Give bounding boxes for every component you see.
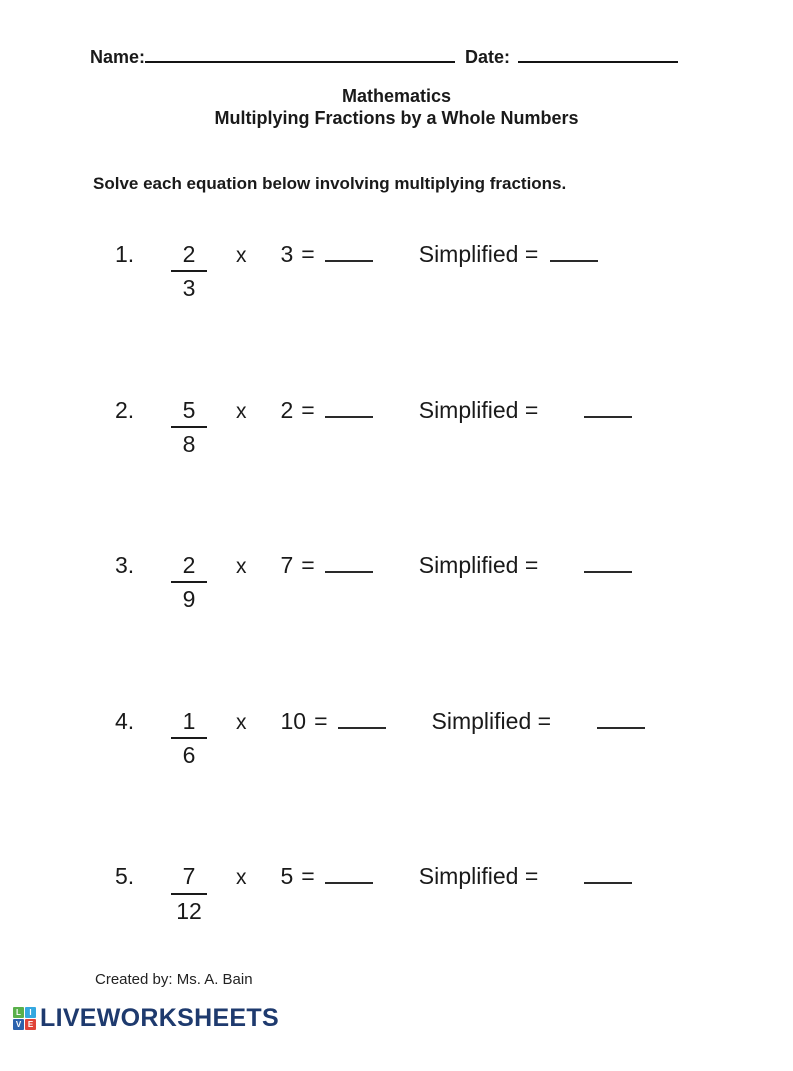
simplified-label: Simplified =	[418, 240, 539, 267]
fraction-denominator: 9	[182, 586, 196, 613]
fraction	[170, 553, 208, 613]
problem-row	[115, 709, 793, 769]
problem-number: 3.	[115, 552, 135, 579]
fraction-numerator: 1	[171, 709, 207, 739]
name-label: Name:	[90, 47, 146, 67]
equals-sign: =	[314, 707, 328, 734]
problem-number: 5.	[115, 863, 135, 890]
fraction-denominator: 6	[182, 741, 196, 768]
logo-grid-icon	[13, 1007, 36, 1030]
problem-number: 4.	[115, 707, 135, 734]
name-date-row	[90, 47, 703, 68]
logo-square-v: V	[13, 1019, 24, 1030]
simplified-label: Simplified =	[418, 396, 539, 423]
fraction	[170, 709, 208, 769]
multiplier-number: 7	[280, 552, 294, 579]
fraction-denominator: 12	[176, 897, 202, 924]
date-input-line[interactable]	[518, 49, 678, 63]
fraction-numerator: 5	[171, 398, 207, 428]
problem-row	[115, 398, 793, 458]
answer-blank[interactable]	[325, 872, 373, 884]
simplified-label: Simplified =	[418, 552, 539, 579]
fraction	[170, 398, 208, 458]
simplified-answer-blank[interactable]	[584, 561, 632, 573]
multiplier-number: 3	[280, 240, 294, 267]
multiplier-number: 10	[280, 707, 307, 734]
answer-blank[interactable]	[325, 561, 373, 573]
equals-sign: =	[301, 552, 315, 579]
answer-blank[interactable]	[325, 406, 373, 418]
problems-list	[0, 242, 793, 924]
equals-sign: =	[301, 396, 315, 423]
simplified-answer-blank[interactable]	[597, 717, 645, 729]
fraction	[170, 864, 208, 924]
simplified-answer-blank[interactable]	[584, 872, 632, 884]
fraction-denominator: 8	[182, 430, 196, 457]
problem-row	[115, 864, 793, 924]
equals-sign: =	[301, 240, 315, 267]
simplified-label: Simplified =	[431, 707, 552, 734]
multiplier-number: 5	[280, 863, 294, 890]
problem-number: 1.	[115, 240, 135, 267]
multiply-sign: x	[236, 866, 247, 890]
equals-sign: =	[301, 863, 315, 890]
simplified-answer-blank[interactable]	[550, 250, 598, 262]
multiplier-number: 2	[280, 396, 294, 423]
fraction-denominator: 3	[182, 275, 196, 302]
instruction-text: Solve each equation below involving multiplying fractions.	[93, 173, 567, 193]
fraction	[170, 242, 208, 302]
liveworksheets-logo[interactable]	[13, 1004, 793, 1033]
date-label: Date:	[465, 47, 511, 67]
fraction-numerator: 2	[171, 553, 207, 583]
answer-blank[interactable]	[325, 250, 373, 262]
title-block	[0, 86, 793, 130]
simplified-label: Simplified =	[418, 863, 539, 890]
simplified-answer-blank[interactable]	[584, 406, 632, 418]
footer-credit: Created by: Ms. A. Bain	[95, 970, 253, 988]
multiply-sign: x	[236, 399, 247, 423]
logo-text: LIVEWORKSHEETS	[40, 1003, 279, 1032]
problem-row	[115, 242, 793, 302]
multiply-sign: x	[236, 710, 247, 734]
worksheet-subtitle: Multiplying Fractions by a Whole Numbers	[214, 107, 579, 128]
name-input-line[interactable]	[145, 49, 455, 63]
multiply-sign: x	[236, 555, 247, 579]
logo-square-e: E	[25, 1019, 36, 1030]
logo-square-l: L	[13, 1007, 24, 1018]
fraction-numerator: 7	[171, 864, 207, 894]
logo-square-i: I	[25, 1007, 36, 1018]
worksheet-title: Mathematics	[341, 86, 452, 106]
multiply-sign: x	[236, 243, 247, 267]
worksheet-page	[0, 47, 793, 1071]
problem-row	[115, 553, 793, 613]
problem-number: 2.	[115, 396, 135, 423]
fraction-numerator: 2	[171, 242, 207, 272]
answer-blank[interactable]	[338, 717, 386, 729]
